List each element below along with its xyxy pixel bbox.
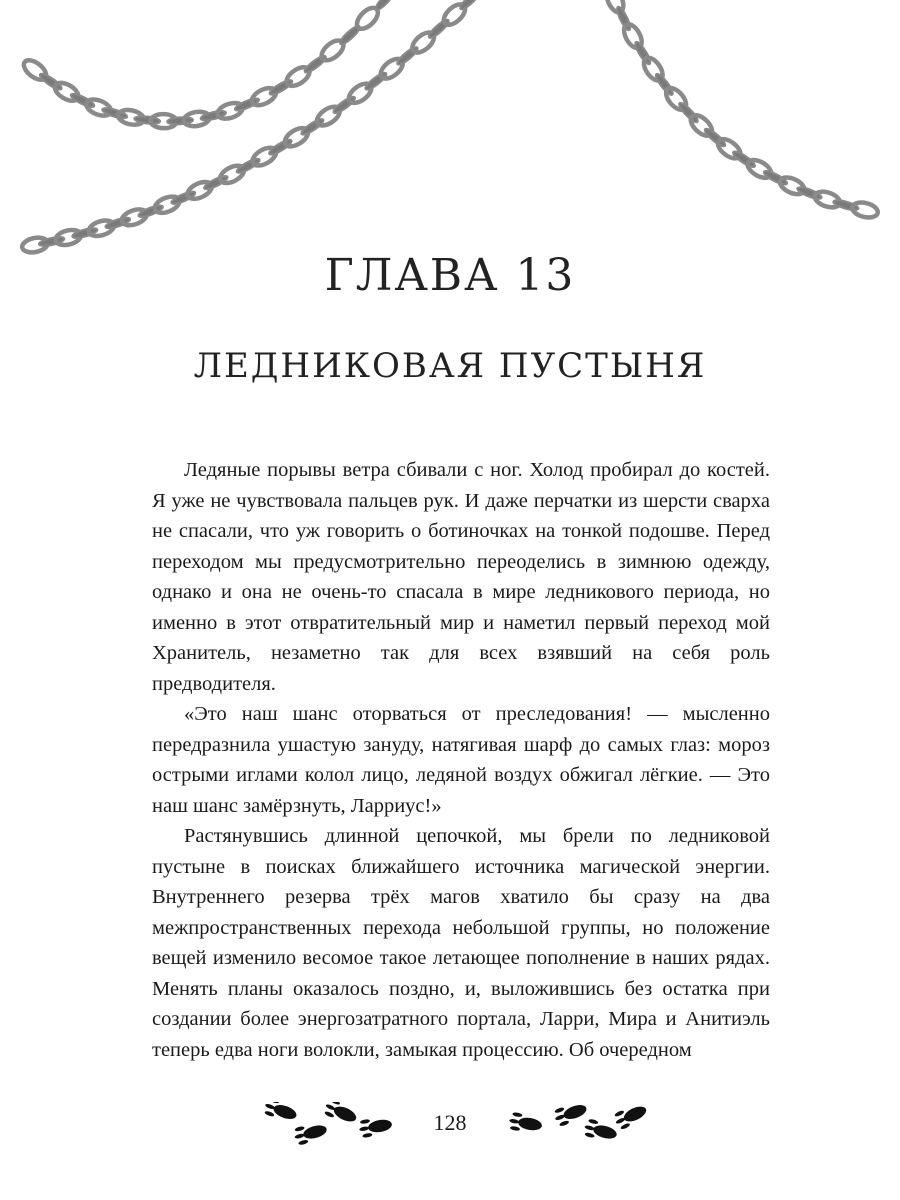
body-text [152, 455, 770, 1065]
chain-link [851, 200, 879, 220]
page-footer [0, 1102, 900, 1152]
chain-link [427, 18, 451, 41]
chapter-title: ГЛАВА 13 [324, 250, 576, 301]
chapter-subtitle: ЛЕДНИКОВАЯ ПУСТЫНЯ [193, 346, 707, 386]
chain-link [364, 70, 389, 91]
chain-link [395, 45, 419, 67]
paragraph: Растянувшись длинной цепочкой, мы брели по ледниковой пустыне в поисках ближайшего источника магической энергии. Внутреннего резерва трёх магов хватило бы сразу на два межпространственных перехода небольшой группы, но положение вещей изменило весомое такое летающее пополнение в наших рядах. Менять планы оказалось поздно, и, выложившись без остатка при создании более энергозатратного портала, Ларри, Мира и Анитиэль теперь едва ноги волокли, замыкая процессию. Об очередном [152, 825, 770, 1061]
page-number: 128 [433, 1110, 467, 1135]
chain-link [677, 101, 700, 125]
chain-link [458, 0, 482, 11]
paragraph: Ледяные порывы ветра сбивали с ног. Холод пробирал до костей. Я уже не чувствовала пальцев рук. И даже перчатки из шерсти сварха не спасали, что уж говорить о ботиночках на тонкой подошве. Перед переходом мы предусмотрительно переоделись в зимнюю одежду, однако и она не очень-то спасала в мире ледникового периода, но именно в этот отвратительный мир и наметил первый переход мой Хранитель, незаметно так для всех взявший на себя роль предводителя. [152, 459, 770, 695]
chain-link [374, 0, 397, 12]
paragraph: «Это наш шанс оторваться от преследования! — мысленно передразнила ушастую зануду, натягивая шарф до самых глаз: мороз острыми иглами колол лицо, ледяной воздух обжигал лёгкие. — Это наш шанс замёрзнуть, Ларриус!» [152, 703, 770, 817]
